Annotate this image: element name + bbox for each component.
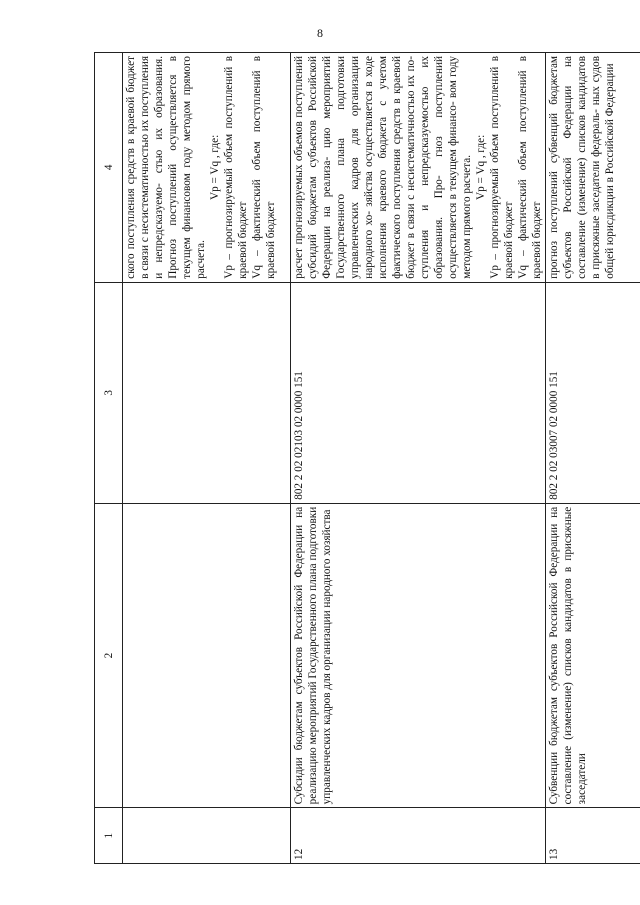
table-row — [291, 53, 546, 864]
formula-legend: Vq – фактический объем поступлений в краевой бюджет — [251, 56, 277, 279]
header-col-2: 2 — [95, 503, 123, 808]
table-row — [123, 53, 291, 864]
rotated-table-container — [94, 52, 616, 864]
formula: Vp = Vq , где: — [209, 134, 221, 200]
row-number: 12 — [291, 808, 546, 864]
table-row — [546, 53, 640, 864]
row-number: 13 — [546, 808, 640, 864]
method-text: ского поступления средств в краевой бюджет в связи с несистематичностью их поступления и непредсказуемо- стью их образования. Прогноз поступлений осуществляется в текущем финансовом году методом прямого расчета. — [125, 56, 207, 279]
revenue-name: Субвенции бюджетам субъектов Российской Федерации на составление (изменение) списков кандидатов в присяжные заседатели — [546, 503, 640, 808]
formula: Vp = Vq , где: — [475, 134, 487, 200]
header-col-3: 3 — [95, 282, 123, 503]
forecast-method-description — [123, 53, 291, 283]
revenue-table — [94, 52, 640, 864]
formula-legend: Vp – прогнозируемый объем поступлений в краевой бюджет — [223, 56, 249, 279]
forecast-method-description — [546, 53, 640, 283]
forecast-method-description — [291, 53, 546, 283]
budget-classification-code: 802 2 02 03007 02 0000 151 — [546, 282, 640, 503]
method-text: расчет прогнозируемых объемов поступлений субсидий бюджетам субъектов Российской Федерации на реализа- цию мероприятий Государственного плана подготовки управленческих кадров для организации народного хо- зяйства осуществляется в ходе исполнения краевого бюджета с учетом фактического поступления средств в краевой бюджет в связи с несистематичностью их по- ступления и непредсказуемостью их образования. Про- гноз поступлений осуществляется в текущем финансо- вом году методом прямого расчета. — [293, 56, 473, 279]
budget-classification-code — [123, 282, 291, 503]
header-col-1: 1 — [95, 808, 123, 864]
method-text: прогноз поступлений субвенций бюджетам субъектов Российской Федерации на составление (изменение) списков кандидатов в присяжные заседатели федераль- ных судов общей юрисдикции в Российской Федерации — [548, 56, 616, 279]
revenue-name: Субсидии бюджетам субъектов Российской Федерации на реализацию мероприятий Государственного плана подготовки управленческих кадров для организации народного хозяйства — [291, 503, 546, 808]
budget-classification-code: 802 2 02 02103 02 0000 151 — [291, 282, 546, 503]
row-number — [123, 808, 291, 864]
revenue-name — [123, 503, 291, 808]
header-row — [95, 53, 123, 864]
formula-legend: Vq – фактический объем поступлений в краевой бюджет — [517, 56, 543, 279]
header-col-4: 4 — [95, 53, 123, 283]
formula-legend: Vp – прогнозируемый объем поступлений в краевой бюджет — [489, 56, 515, 279]
page-number: 8 — [317, 26, 323, 40]
